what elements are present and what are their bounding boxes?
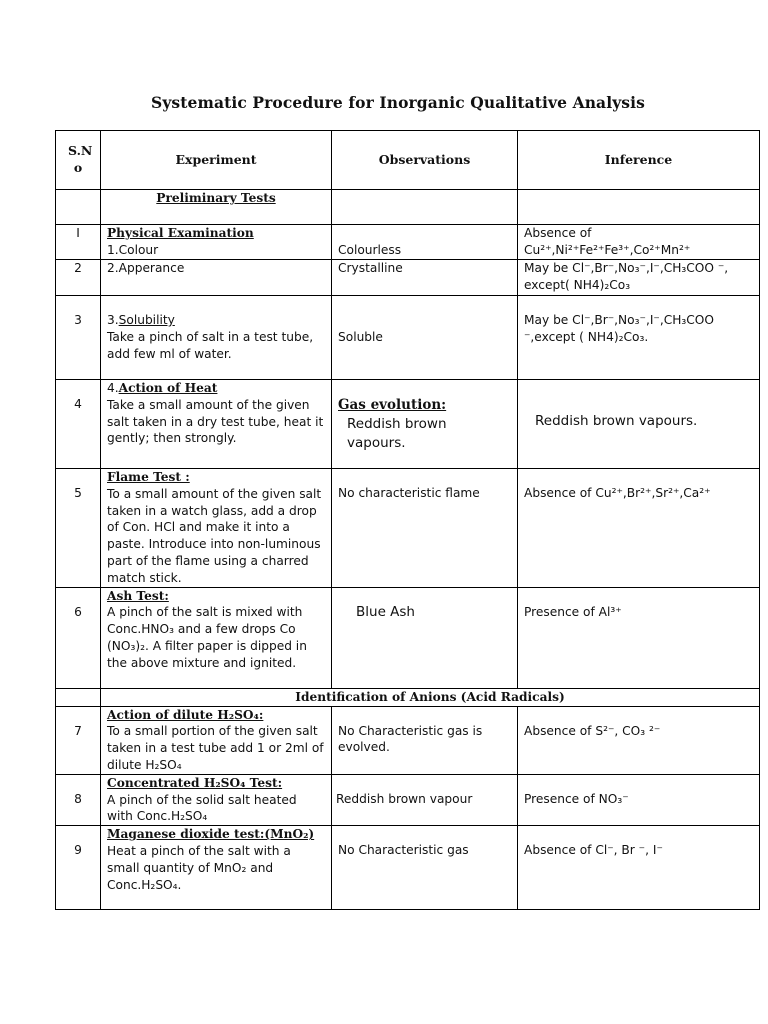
header-inference: Inference: [518, 131, 760, 190]
table-row: [56, 296, 760, 380]
observation-text: Reddish brown vapour: [332, 774, 518, 825]
header-experiment: Experiment: [101, 131, 332, 190]
experiment-heading: Physical Examination: [107, 226, 254, 240]
row-number: 6: [56, 587, 101, 688]
analysis-table: [55, 130, 760, 910]
table-row: [56, 706, 760, 774]
table-row: [56, 469, 760, 588]
experiment-heading: Action of dilute H₂SO₄:: [107, 707, 264, 722]
row-number: 5: [56, 469, 101, 588]
observation-text: Blue Ash: [332, 587, 518, 688]
experiment-heading: Solubility: [118, 313, 175, 327]
inference-text: May be Cl⁻,Br⁻,No₃⁻,I⁻,CH₃COO ⁻,except ( NH4)₂Co₃.: [518, 296, 760, 380]
row-number: 7: [56, 706, 101, 774]
inference-text: May be Cl⁻,Br⁻,No₃⁻,I⁻,CH₃COO ⁻, except( NH4)₂Co₃: [518, 260, 760, 296]
row-number: 4: [56, 380, 101, 469]
table-row: [56, 260, 760, 296]
table-row: [56, 190, 760, 225]
inference-text: Absence of S²⁻, CO₃ ²⁻: [518, 706, 760, 774]
inference-text: Presence of NO₃⁻: [518, 774, 760, 825]
experiment-heading: Maganese dioxide test:(MnO₂): [107, 827, 315, 842]
row-number: 8: [56, 774, 101, 825]
observation-text: Crystalline: [332, 260, 518, 296]
observation-text: Reddish brown vapours.: [347, 416, 447, 451]
observation-heading: Gas evolution:: [338, 397, 447, 413]
table-row: [56, 225, 760, 260]
experiment-number: 3.: [107, 313, 119, 327]
experiment-heading: Flame Test :: [107, 470, 190, 484]
experiment-heading: Concentrated H₂SO₄ Test:: [107, 775, 283, 790]
observation-text: No Characteristic gas: [332, 826, 518, 910]
experiment-text: 1.Colour: [107, 242, 159, 257]
section-anions: Identification of Anions (Acid Radicals): [101, 688, 760, 706]
experiment-text: Heat a pinch of the salt with a small quantity of MnO₂ and Conc.H₂SO₄.: [107, 843, 291, 892]
section-preliminary-tests: Preliminary Tests: [101, 190, 332, 225]
observation-text: Soluble: [332, 296, 518, 380]
inference-text: Reddish brown vapours.: [518, 380, 760, 469]
experiment-text: To a small amount of the given salt taken in a watch glass, add a drop of Con. HCl and make it into a paste. Introduce into non-luminous part of the flame using a charred match stick.: [107, 486, 322, 585]
row-number: 9: [56, 826, 101, 910]
experiment-text: A pinch of the salt is mixed with Conc.HNO₃ and a few drops Co (NO₃)₂. A filter paper is dipped in the above mixture and ignited.: [107, 605, 307, 670]
inference-text: Presence of Al³⁺: [518, 587, 760, 688]
table-header-row: [56, 131, 760, 190]
table-row: [56, 587, 760, 688]
experiment-number: 4.: [107, 381, 119, 395]
experiment-heading: Action of Heat: [118, 381, 218, 395]
inference-ions: Cu²⁺,Ni²⁺Fe²⁺Fe³⁺,Co²⁺Mn²⁺: [524, 242, 691, 257]
experiment-text: 2.Apperance: [101, 260, 332, 296]
observation-text: Colourless: [338, 243, 402, 258]
table-row: [56, 380, 760, 469]
experiment-text: Take a pinch of salt in a test tube, add few ml of water.: [107, 329, 314, 361]
inference-text: Absence of Cl⁻, Br ⁻, I⁻: [518, 826, 760, 910]
row-number: I: [56, 225, 101, 260]
observation-text: No characteristic flame: [332, 469, 518, 588]
experiment-text: A pinch of the solid salt heated with Conc.H₂SO₄: [107, 792, 297, 824]
experiment-text: To a small portion of the given salt taken in a test tube add 1 or 2ml of dilute H₂SO₄: [107, 724, 324, 772]
table-row: [56, 774, 760, 825]
document-title: Systematic Procedure for Inorganic Qualitative Analysis: [151, 93, 645, 112]
experiment-heading: Ash Test:: [107, 588, 169, 603]
header-sno: S.N o: [56, 131, 101, 190]
observation-text: No Characteristic gas is evolved.: [332, 706, 518, 774]
row-number: 3: [56, 296, 101, 380]
experiment-text: Take a small amount of the given salt taken in a dry test tube, heat it gently; then strongly.: [107, 397, 324, 446]
header-observations: Observations: [332, 131, 518, 190]
table-row: [56, 688, 760, 706]
row-number: 2: [56, 260, 101, 296]
inference-text: Absence of: [524, 226, 592, 240]
table-row: [56, 826, 760, 910]
inference-text: Absence of Cu²⁺,Br²⁺,Sr²⁺,Ca²⁺: [518, 469, 760, 588]
